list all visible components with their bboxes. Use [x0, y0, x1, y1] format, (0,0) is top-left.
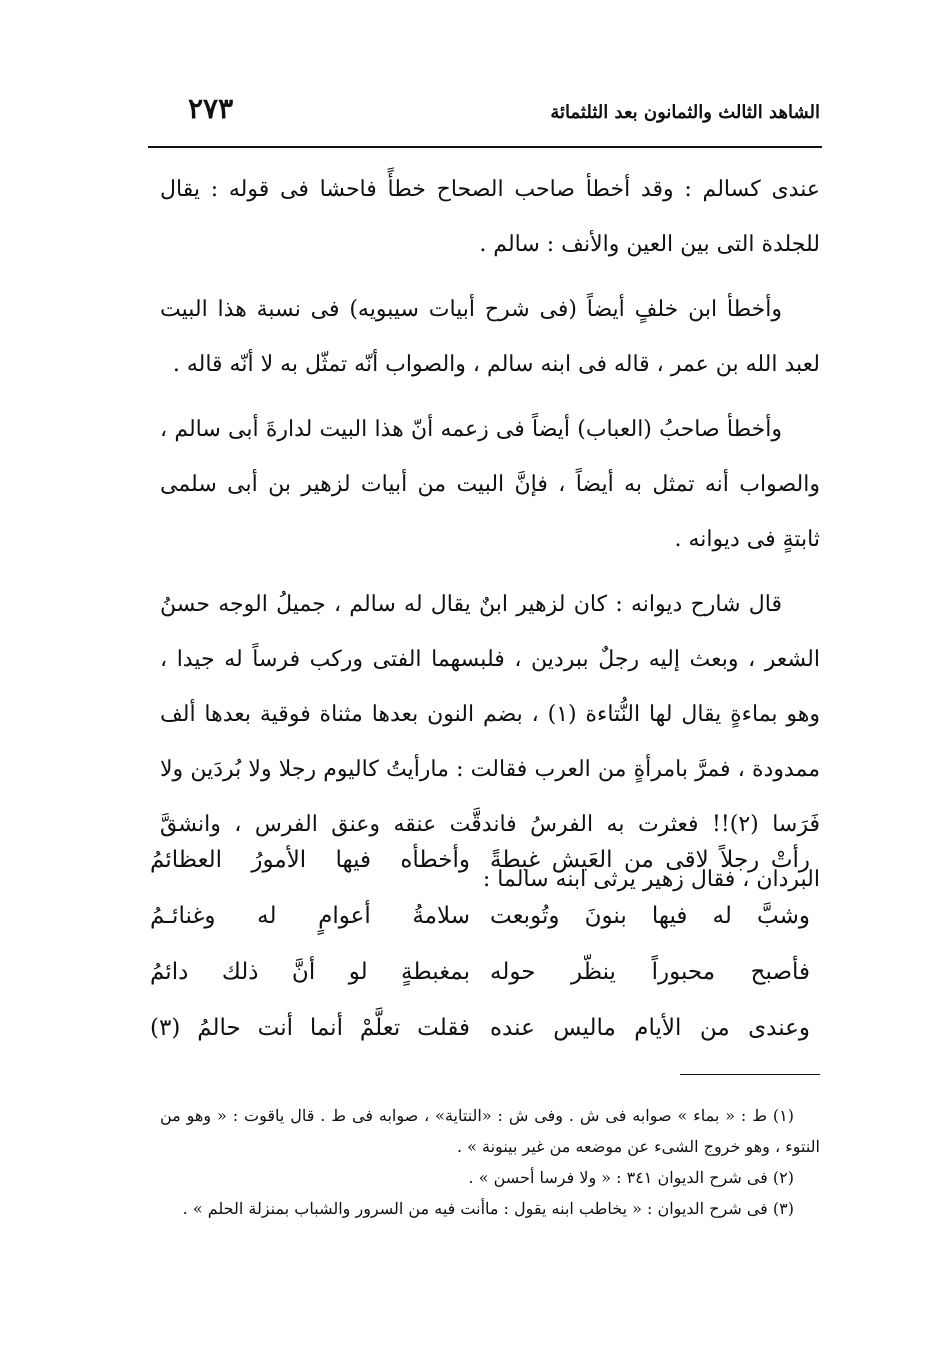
footnote: (١) ط : « بماء » صوابه فى ش . وفى ش : «النتاية» ، صوابه فى ط . قال ياقوت : « وهو من النتوء ، وهو خروج الشىء عن موضعه من غير بينونة » . [160, 1106, 820, 1156]
poem-verse [150, 832, 810, 888]
first-hemistich: فأصبح محبوراً ينظّر حوله [490, 959, 810, 985]
paragraph: وأخطأ صاحبُ (العباب) أيضاً فى زعمه أنّ هذا البيت لدارةَ أبى سالم ، والصواب أنه تمثل به أيضاً ، فإنَّ البيت من أبيات لزهير بن أبى سلمى ثابتةٍ فى ديوانه . [160, 417, 820, 552]
header-rule [148, 146, 822, 148]
page-header [160, 92, 820, 134]
paragraph: وأخطأ ابن خلفٍ أيضاً (فى شرح أبيات سيبويه) فى نسبة هذا البيت لعبد الله بن عمر ، قاله فى ابنه سالم ، والصواب أنّه تمثّل به لا أنّه قاله . [160, 297, 820, 377]
footnote: (٢) فى شرح الديوان ٣٤١ : « ولا فرسا أحسن » . [468, 1168, 794, 1187]
second-hemistich: سلامةُ أعوامٍ له وغنائـمُ [150, 903, 470, 929]
footnote-rule [680, 1074, 820, 1075]
poem [150, 832, 810, 1056]
second-hemistich: بمغبطةٍ لو أنَّ ذلك دائمُ [150, 959, 470, 985]
first-hemistich: رأتْ رجلاً لاقى من العَيش غبطةً [490, 847, 810, 873]
body-text [160, 162, 820, 917]
first-hemistich: وشبَّ له فيها بنونَ وتُوبعت [490, 903, 810, 929]
page-number: ٢٧٣ [188, 92, 234, 125]
poem-verse [150, 944, 810, 1000]
second-hemistich: وأخطأه فيها الأمورُ العظائمُ [150, 847, 470, 873]
running-title: الشاهد الثالث والثمانون بعد الثلثمائة [550, 102, 820, 123]
paragraph: عندى كسالم : وقد أخطأ صاحب الصحاح خطأً فاحشا فى قوله : يقال للجلدة التى بين العين والأنف : سالم . [160, 177, 820, 257]
paragraph: قال شارح ديوانه : كان لزهير ابنٌ يقال له سالم ، جميلُ الوجه حسنُ الشعر ، وبعث إليه رجلٌ ببردين ، فلبسهما الفتى وركب فرساً له جيدا ، وهو بماءةٍ يقال لها النُّتاءة (١) ، بضم النون بعدها مثناة فوقية بعدها ألف ممدودة ، فمرَّ بامرأةٍ من العرب فقالت : مارأيتُ كاليوم رجلا ولا بُردَين ولا فَرَسا (٢)!! فعثرت به الفرسُ فاندقَّت عنقه وعنق الفرس ، وانشقَّ البردان ، فقال زهير يرثى ابنه سالما : [160, 592, 820, 892]
poem-verse [150, 1000, 810, 1056]
footnote: (٣) فى شرح الديوان : « يخاطب ابنه يقول : ماأنت فيه من السرور والشباب بمنزلة الحلم » . [182, 1199, 794, 1218]
poem-verse [150, 888, 810, 944]
second-hemistich: فقلت تعلَّمْ أنما أنت حالمُ (٣) [150, 1015, 470, 1041]
first-hemistich: وعندى من الأيام ماليس عنده [490, 1015, 810, 1041]
footnotes [160, 1100, 820, 1224]
